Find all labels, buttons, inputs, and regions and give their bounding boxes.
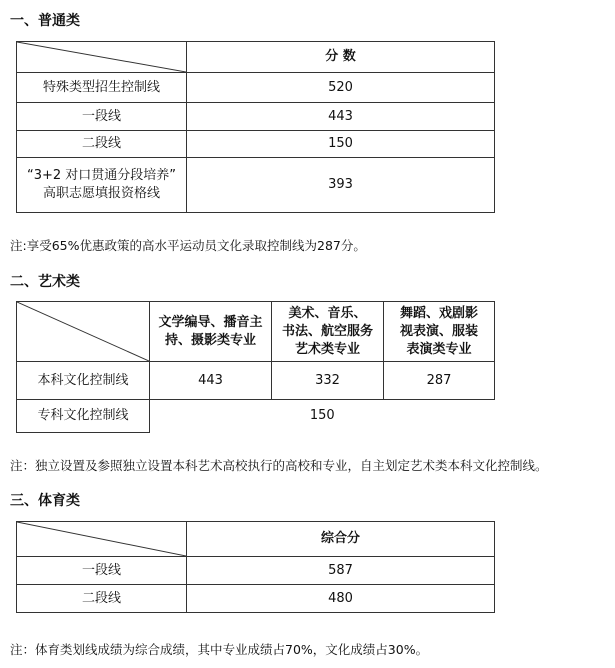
row-label-tier1: 一段线 xyxy=(17,557,187,585)
row-label-vocational-line2: 高职志愿填报资格线 xyxy=(42,186,160,201)
column-header-fine-arts-line1: 美术、音乐、 xyxy=(288,305,367,321)
column-header-score: 分 数 xyxy=(187,42,495,73)
column-header-dance-line2: 视表演、服装 xyxy=(399,323,478,339)
table-general xyxy=(16,41,495,213)
row-value-junior-college: 150 xyxy=(150,400,495,433)
row-value-tier1: 443 xyxy=(187,103,495,131)
column-header-fine-arts xyxy=(272,302,384,362)
row-value-tier2: 150 xyxy=(187,131,495,158)
row-label-tier2: 二段线 xyxy=(17,585,187,613)
row-label-tier2: 二段线 xyxy=(17,131,187,158)
section-heading-art: 二、艺术类 xyxy=(10,274,80,290)
column-header-fine-arts-line2: 书法、航空服务 xyxy=(281,323,373,339)
row-value-tier2: 480 xyxy=(187,585,495,613)
row-value-undergrad-fine-arts: 332 xyxy=(272,362,384,400)
column-header-dance xyxy=(384,302,495,362)
row-label-undergrad: 本科文化控制线 xyxy=(17,362,150,400)
column-header-literature-line1: 文学编导、播音主 xyxy=(158,314,263,330)
table-sports xyxy=(16,521,495,613)
row-value-undergrad-literature: 443 xyxy=(150,362,272,400)
row-value-undergrad-dance: 287 xyxy=(384,362,495,400)
note-sports: 注：体育类划线成绩为综合成绩，其中专业成绩占70%，文化成绩占30%。 xyxy=(10,642,429,657)
row-value-special: 520 xyxy=(187,73,495,103)
column-header-literature xyxy=(150,302,272,362)
row-value-vocational: 393 xyxy=(187,158,495,213)
row-value-tier1: 587 xyxy=(187,557,495,585)
column-header-dance-line1: 舞蹈、戏剧影 xyxy=(399,305,478,321)
column-header-composite: 综合分 xyxy=(187,522,495,557)
diagonal-header-cell xyxy=(17,522,187,557)
row-label-tier1: 一段线 xyxy=(17,103,187,131)
row-label-vocational-line1: “3+2 对口贯通分段培养” xyxy=(26,168,177,183)
section-heading-general: 一、普通类 xyxy=(10,13,80,29)
row-label-junior-college: 专科文化控制线 xyxy=(17,400,150,433)
column-header-dance-line3: 表演类专业 xyxy=(406,341,472,357)
column-header-literature-line2: 持、摄影类专业 xyxy=(164,332,256,348)
diagonal-header-cell xyxy=(17,42,187,73)
column-header-fine-arts-line3: 艺术类专业 xyxy=(294,341,360,357)
note-art: 注：独立设置及参照独立设置本科艺术高校执行的高校和专业，自主划定艺术类本科文化控制线。 xyxy=(10,458,548,473)
section-heading-sports: 三、体育类 xyxy=(10,493,80,509)
diagonal-header-cell xyxy=(17,302,150,362)
table-art xyxy=(16,301,495,433)
note-general: 注:享受65%优惠政策的高水平运动员文化录取控制线为287分。 xyxy=(10,238,366,253)
row-label-special: 特殊类型招生控制线 xyxy=(17,73,187,103)
row-label-vocational xyxy=(17,158,187,213)
